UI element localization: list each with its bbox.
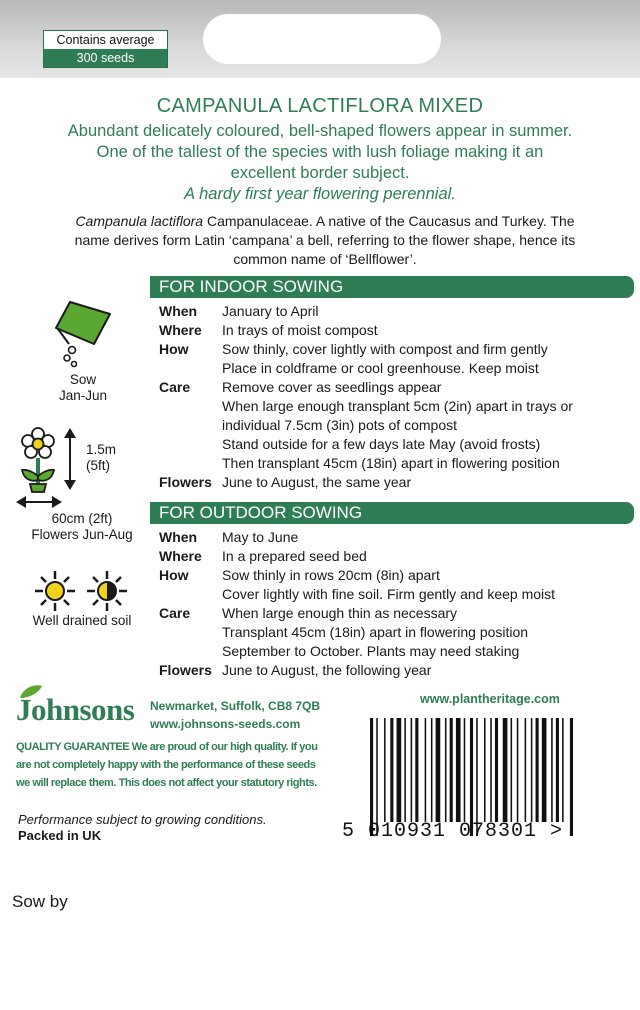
barcode-bar — [390, 718, 393, 822]
barcode-bar — [495, 718, 498, 822]
description — [26, 212, 624, 269]
row-value: In trays of moist compost — [222, 322, 378, 338]
barcode-bar — [436, 718, 441, 822]
barcode-bar — [384, 718, 386, 822]
flower-height-icon — [14, 426, 84, 512]
intro-tagline: A hardy first year flowering perennial. — [184, 185, 456, 203]
barcode-bar — [397, 718, 402, 822]
sow-period: Jan-Jun — [58, 388, 108, 403]
row-key: Care — [159, 379, 191, 395]
barcode-bar — [511, 718, 513, 822]
johnsons-logo: Johnsons — [16, 692, 135, 727]
barcode-bar — [556, 718, 559, 822]
row-value: June to August, the same year — [222, 474, 412, 490]
row-value: When large enough transplant 5cm (2in) apart in trays or — [222, 398, 573, 414]
row-value: Transplant 45cm (18in) apart in flowering position — [222, 624, 529, 640]
row-key: Where — [159, 322, 202, 338]
flowers-period: Flowers Jun-Aug — [31, 527, 133, 542]
description-line: common name of ‘Bellflower’. — [233, 251, 417, 267]
barcode — [368, 718, 618, 836]
barcode-bar — [431, 718, 433, 822]
blank-label-window — [203, 14, 441, 64]
row-value: individual 7.5cm (3in) pots of compost — [222, 417, 457, 433]
row-key: Flowers — [159, 662, 212, 678]
company-address — [150, 697, 320, 733]
latin-name: Campanula lactiflora — [75, 213, 204, 229]
row-value: June to August, the following year — [222, 662, 432, 678]
row-value: Then transplant 45cm (18in) apart in flowering position — [222, 455, 560, 471]
barcode-bar — [370, 718, 373, 836]
height-imperial: (5ft) — [86, 458, 111, 473]
barcode-bar — [376, 718, 378, 836]
guarantee-line: we will replace them. This does not affect your statutory rights. — [16, 777, 317, 789]
intro-line: One of the tallest of the species with lush foliage making it an — [96, 143, 544, 161]
barcode-bar — [450, 718, 453, 822]
plant-heritage-website: www.plantheritage.com — [420, 692, 560, 706]
height-info — [86, 442, 134, 474]
full-sun-icon — [34, 570, 76, 612]
intro-text — [0, 121, 640, 205]
description-text: Campanulaceae. A native of the Caucasus and Turkey. The — [203, 213, 575, 229]
barcode-bar — [503, 718, 508, 822]
row-key: When — [159, 529, 198, 545]
seed-count-line1: Contains average — [56, 33, 155, 47]
row-key: How — [159, 567, 189, 583]
row-key: Flowers — [159, 474, 212, 490]
barcode-bar — [531, 718, 533, 822]
barcode-bar — [542, 718, 547, 822]
spread-info — [14, 511, 150, 543]
row-value: Place in coldframe or cool greenhouse. Keep moist — [222, 360, 539, 376]
indoor-sowing-heading: FOR INDOOR SOWING — [150, 276, 634, 298]
soil-info: Well drained soil — [32, 613, 132, 628]
row-value: Stand outside for a few days late May (avoid frosts) — [222, 436, 541, 452]
seed-count-badge — [43, 30, 168, 68]
height-metric: 1.5m — [86, 442, 117, 457]
barcode-bar — [525, 718, 527, 822]
row-value: January to April — [222, 303, 319, 319]
performance-note — [18, 812, 267, 844]
company-website: www.johnsons-seeds.com — [150, 717, 301, 731]
sow-info — [40, 372, 126, 404]
row-value: May to June — [222, 529, 299, 545]
performance-text: Performance subject to growing conditions. — [18, 812, 267, 827]
barcode-bar — [404, 718, 406, 822]
row-key: When — [159, 303, 198, 319]
partial-shade-icon — [86, 570, 128, 612]
row-value: Cover lightly with fine soil. Firm gently and keep moist — [222, 586, 556, 602]
sow-label: Sow — [69, 372, 97, 387]
spread-value: 60cm (2ft) — [51, 511, 113, 526]
row-value: Remove cover as seedlings appear — [222, 379, 442, 395]
guarantee-line: are not completely happy with the performance of these seeds — [16, 759, 316, 771]
barcode-bar — [551, 718, 553, 822]
barcode-bar — [476, 718, 478, 836]
address-line: Newmarket, Suffolk, CB8 7QB — [150, 699, 321, 713]
description-line — [26, 212, 624, 231]
barcode-bar — [470, 718, 473, 836]
seed-packet-icon — [50, 298, 116, 370]
barcode-bar — [517, 718, 519, 822]
barcode-bar — [464, 718, 466, 822]
barcode-bar — [536, 718, 539, 822]
barcode-bar — [456, 718, 461, 822]
barcode-bar — [484, 718, 486, 822]
seed-count-line2: 300 seeds — [44, 49, 167, 67]
barcode-bar — [411, 718, 413, 822]
barcode-bar — [425, 718, 427, 822]
row-value: In a prepared seed bed — [222, 548, 367, 564]
barcode-number: 5 010931 078301 > — [342, 820, 564, 843]
barcode-bar — [490, 718, 492, 822]
barcode-bar — [562, 718, 564, 822]
barcode-bar — [415, 718, 418, 822]
intro-line: Abundant delicately coloured, bell-shaped flowers appear in summer. — [67, 122, 573, 140]
barcode-bar — [570, 718, 573, 836]
row-key: Where — [159, 548, 202, 564]
packed-in: Packed in UK — [18, 828, 102, 843]
barcode-bar — [445, 718, 447, 822]
row-value: Sow thinly in rows 20cm (8in) apart — [222, 567, 440, 583]
sow-by-label: Sow by — [12, 892, 68, 911]
intro-line: excellent border subject. — [230, 164, 410, 182]
row-value: When large enough thin as necessary — [222, 605, 458, 621]
guarantee-line: QUALITY GUARANTEE We are proud of our high quality. If you — [16, 741, 318, 753]
row-key: How — [159, 341, 189, 357]
quality-guarantee — [16, 738, 336, 792]
row-value: Sow thinly, cover lightly with compost and firm gently — [222, 341, 548, 357]
row-key: Care — [159, 605, 191, 621]
product-title: CAMPANULA LACTIFLORA MIXED — [156, 95, 484, 117]
row-value: September to October. Plants may need staking — [222, 643, 520, 659]
description-line: name derives form Latin ‘campana’ a bell, referring to the flower shape, hence its — [74, 232, 576, 248]
outdoor-sowing-heading: FOR OUTDOOR SOWING — [150, 502, 634, 524]
